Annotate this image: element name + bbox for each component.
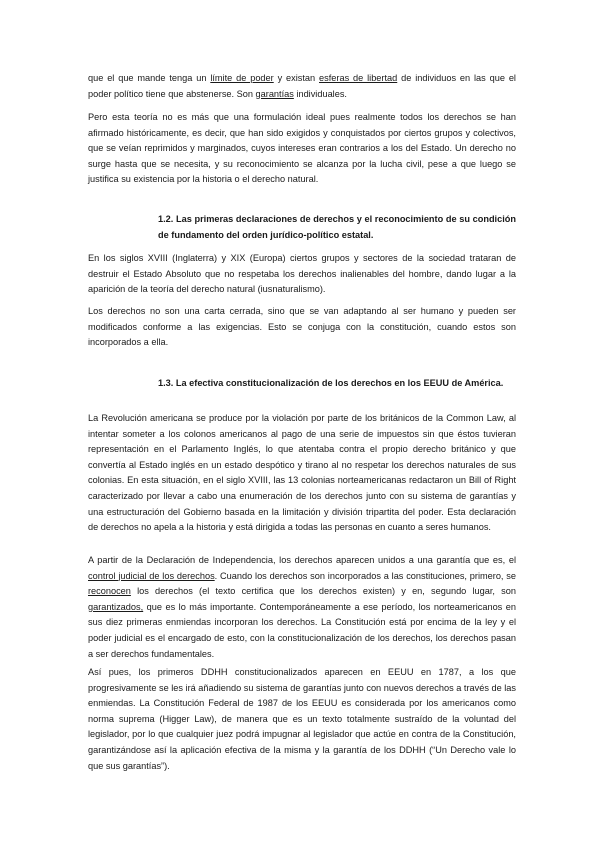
paragraph-declaracion-independencia bbox=[88, 553, 516, 662]
underlined-term-garantias: garantías bbox=[255, 88, 294, 99]
paragraph-teoria: Pero esta teoría no es más que una formulación ideal pues realmente todos los derechos se han afirmado históricamente, es decir, que han sido exigidos y conquistados por ciertos grupos y colectivos, que se veían reprimidos y marginados, cuyos intereses eran contrarios a los del Estado. Un derecho no surge hasta que se necesita, y su reconocimiento se alcanza por la lucha civil, pese a que luego se justifica su existencia por la historia o el derecho natural. bbox=[88, 112, 516, 185]
paragraph-carta-cerrada: Los derechos no son una carta cerrada, sino que se van adaptando al ser humano y pueden ser modificados conforme a las exigencias. Esto se conjuga con la constitución, cuando estos son incorporados a ella. bbox=[88, 306, 516, 348]
text-run: . Cuando los derechos son incorporados a las constituciones, primero, se bbox=[214, 570, 516, 581]
text-run: A partir de la Declaración de Independencia, los derechos aparecen unidos a una garantía que es, el bbox=[88, 555, 516, 565]
underlined-term-limite-de-poder: límite de poder bbox=[210, 73, 274, 83]
section-heading-1-3: 1.3. La efectiva constitucionalización de los derechos en los EEUU de América. bbox=[158, 378, 504, 388]
underlined-term-esferas-de-libertad: esferas de libertad bbox=[319, 73, 398, 83]
underlined-term-garantizados: garantizados, bbox=[88, 601, 144, 612]
underlined-term-reconocen: reconocen bbox=[88, 586, 131, 597]
text-run: individuales. bbox=[293, 88, 347, 99]
text-run: de individuos en las que el poder político tiene que abstenerse. Son bbox=[88, 73, 516, 99]
section-heading-1-2: 1.2. Las primeras declaraciones de derechos y el reconocimiento de su condición de fundamento del orden jurídico-político estatal. bbox=[158, 214, 516, 240]
paragraph-revolucion-americana: La Revolución americana se produce por la violación por parte de los británicos de la Common Law, al intentar someter a los colonos americanos al pago de una serie de impuestos sin que éstos tuvieran representación en el Parlamento Inglés, lo que atentaba contra el propio derecho británico y que convertía al Estado inglés en un estado despótico y tirano al no respetar los derechos naturales de sus colonias. En esta situación, en el siglo XVIII, las 13 colonias norteamericanas redactaron un Bill of Right caracterizado por llevar a cabo una enumeración de los derechos junto con su sistema de garantías y una estructuración del Gobierno basada en la limitación y división tripartita del poder. Esta declaración de derechos no apela a la historia y está dirigida a todas las personas en cuanto a seres humanos. bbox=[88, 413, 516, 533]
underlined-term-control-judicial: control judicial de los derechos bbox=[88, 570, 215, 581]
paragraph-intro bbox=[88, 71, 516, 102]
paragraph-siglos: En los siglos XVIII (Inglaterra) y XIX (Europa) ciertos grupos y sectores de la sociedad trataran de destruir el Estado Absoluto que no respetaba los derechos inalienables del hombre, dando lugar a la aparición de la teoría del derecho natural (iusnaturalismo). bbox=[88, 253, 516, 295]
text-run: que el que mande tenga un bbox=[88, 73, 211, 83]
paragraph-ddhh-eeuu: Así pues, los primeros DDHH constitucionalizados aparecen en EEUU en 1787, a los que progresivamente se les irá añadiendo su sistema de garantías junto con nuevos derechos a través de las enmiendas. La Constitución Federal de 1987 de los EEUU es considerada por los americanos como norma suprema (Higger Law), de manera que es un texto totalmente sustraído de la voluntad del legislador, por lo que cualquier juez podrá impugnar al legislador que actúe en contra de la Constitución, garantizándose así la aplicación efectiva de la misma y la garantía de los DDHH (“Un Derecho vale lo que sus garantías”). bbox=[88, 667, 516, 771]
text-run: y existan bbox=[273, 73, 320, 83]
text-run: los derechos (el texto certifica que los derechos existen) y en, segundo lugar, son bbox=[130, 586, 516, 597]
text-run: que es lo más importante. Contemporáneamente a ese período, los norteamericanos en sus diez primeras enmiendas incorporan los derechos. La Constitución está por encima de la ley y el poder judicial es el encargado de esto, con la constitucionalización de los derechos, los derechos pasan a ser derechos fundamentales. bbox=[88, 601, 516, 659]
